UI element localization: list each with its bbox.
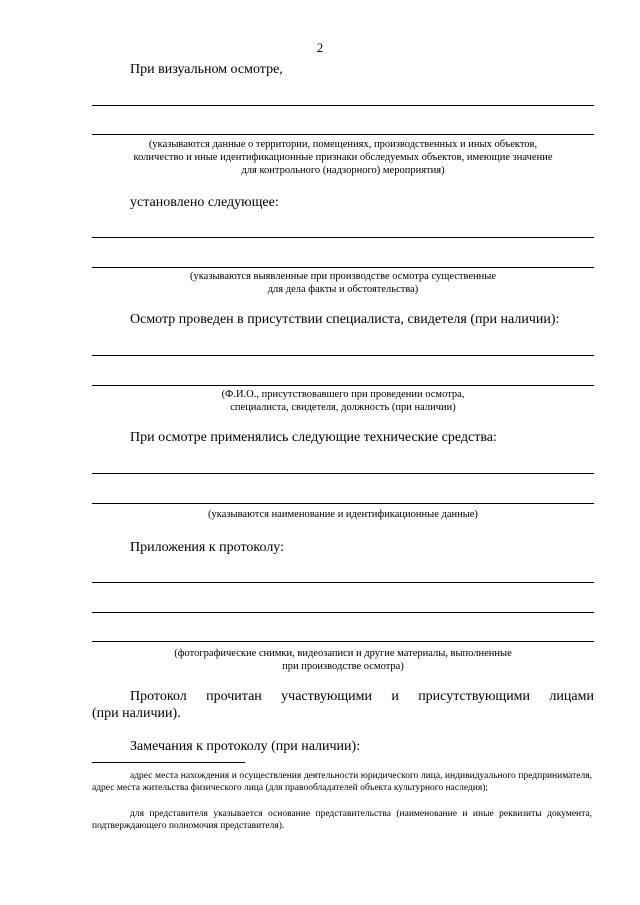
read-word: прочитан bbox=[206, 689, 262, 704]
fill-line bbox=[92, 134, 594, 135]
footnote-text: адрес места нахождения и осуществления деятельности юридического лица, индивидуального предпринимателя, адрес места жительства физического лица (для правообладателей объекта культурного наследия); bbox=[92, 771, 592, 793]
fill-line bbox=[92, 385, 594, 386]
heading-attachments: Приложения к протоколу: bbox=[130, 540, 285, 555]
fill-line bbox=[92, 641, 594, 642]
fill-line bbox=[92, 267, 594, 268]
read-word: участвующими bbox=[281, 689, 372, 704]
footnote-2 bbox=[92, 808, 592, 832]
heading-established: установлено следующее: bbox=[130, 195, 279, 210]
caption-line: (Ф.И.О., присутствовавшего при проведении осмотра, bbox=[221, 389, 465, 400]
footnote-text: для представителя указывается основание представительства (наименование и иные реквизиты документа, подтверждающего полномочия представителя). bbox=[92, 809, 592, 831]
fill-line bbox=[92, 105, 594, 106]
caption-technical-means bbox=[92, 508, 594, 521]
read-word: Протокол bbox=[130, 689, 187, 704]
heading-presence: Осмотр проведен в присутствии специалиста, свидетеля (при наличии): bbox=[130, 312, 560, 327]
heading-technical-means: При осмотре применялись следующие технические средства: bbox=[130, 430, 497, 445]
fill-line bbox=[92, 355, 594, 356]
caption-line: (указываются данные о территории, помещениях, производственных и иных объектов, bbox=[148, 139, 538, 150]
page-number: 2 bbox=[316, 40, 324, 55]
caption-line: при производстве осмотра) bbox=[282, 661, 404, 672]
read-word: и bbox=[391, 689, 399, 704]
fill-line bbox=[92, 503, 594, 504]
caption-presence bbox=[92, 388, 594, 414]
caption-line: для контрольного (надзорного) мероприятия) bbox=[241, 165, 445, 176]
caption-line: специалиста, свидетеля, должность (при наличии) bbox=[230, 402, 456, 413]
heading-visual-inspection: При визуальном осмотре, bbox=[130, 62, 283, 77]
caption-line: (указываются наименование и идентификационные данные) bbox=[208, 509, 478, 520]
caption-established bbox=[92, 270, 594, 296]
fill-line bbox=[92, 582, 594, 583]
fill-line bbox=[92, 237, 594, 238]
footnote-1 bbox=[92, 770, 592, 794]
caption-visual-inspection bbox=[92, 138, 594, 177]
caption-line: количество и иные идентификационные признаки обследуемых объектов, имеющие значение bbox=[133, 152, 553, 163]
read-word: присутствующими bbox=[418, 689, 531, 704]
caption-line: для дела факты и обстоятельства) bbox=[267, 284, 419, 295]
caption-line: (указываются выявленные при производстве осмотра существенные bbox=[189, 271, 497, 282]
caption-attachments bbox=[92, 647, 594, 673]
read-protocol-line bbox=[130, 689, 594, 705]
read-protocol-continuation: (при наличии). bbox=[92, 706, 181, 721]
heading-remarks: Замечания к протоколу (при наличии): bbox=[130, 739, 361, 754]
fill-line bbox=[92, 473, 594, 474]
caption-line: (фотографические снимки, видеозаписи и другие материалы, выполненные bbox=[174, 648, 512, 659]
read-word: лицами bbox=[549, 689, 594, 704]
footnote-separator bbox=[92, 762, 245, 763]
fill-line bbox=[92, 612, 594, 613]
